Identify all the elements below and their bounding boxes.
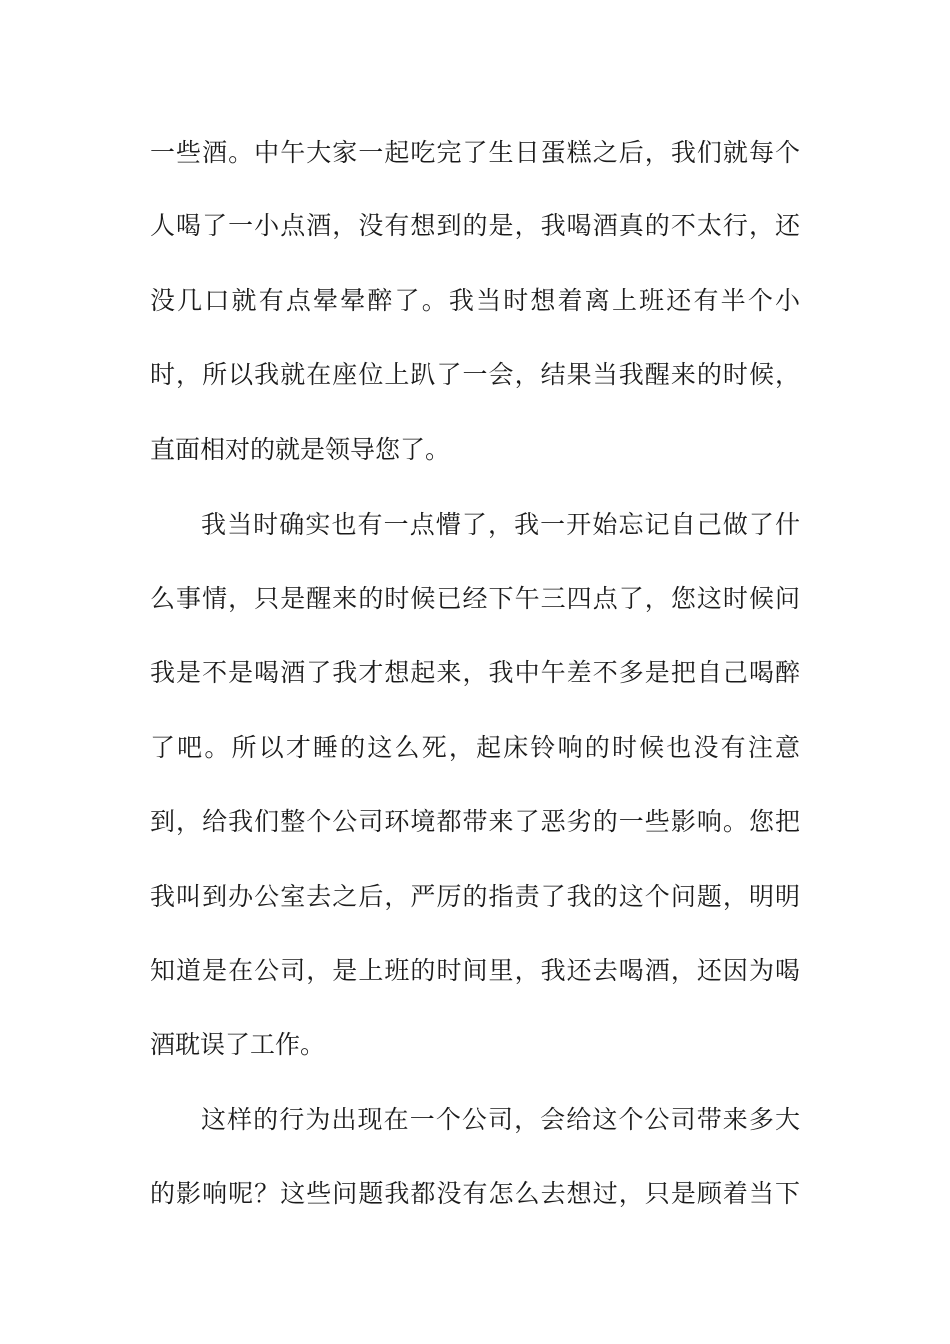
text-line: 知道是在公司，是上班的时间里，我还去喝酒，还因为喝	[150, 956, 800, 985]
text-line: 么事情，只是醒来的时候已经下午三四点了，您这时候问	[150, 584, 800, 613]
text-line: 的影响呢？这些问题我都没有怎么去想过，只是顾着当下	[150, 1179, 800, 1208]
text-line: 酒耽误了工作。	[150, 1030, 326, 1059]
paragraph-first-line: 我当时确实也有一点懵了，我一开始忘记自己做了什	[201, 510, 800, 539]
text-line: 人喝了一小点酒，没有想到的是，我喝酒真的不太行，还	[150, 211, 800, 240]
text-line: 没几口就有点晕晕醉了。我当时想着离上班还有半个小	[150, 286, 800, 315]
text-line: 我是不是喝酒了我才想起来，我中午差不多是把自己喝醉	[150, 658, 800, 687]
text-line: 一些酒。中午大家一起吃完了生日蛋糕之后，我们就每个	[150, 138, 800, 167]
text-line: 到，给我们整个公司环境都带来了恶劣的一些影响。您把	[150, 807, 800, 836]
paragraph-first-line: 这样的行为出现在一个公司，会给这个公司带来多大	[201, 1105, 800, 1134]
text-line: 我叫到办公室去之后，严厉的指责了我的这个问题，明明	[150, 882, 800, 911]
text-line: 时，所以我就在座位上趴了一会，结果当我醒来的时候，	[150, 360, 800, 389]
text-line: 了吧。所以才睡的这么死，起床铃响的时候也没有注意	[150, 733, 800, 762]
text-line: 直面相对的就是领导您了。	[150, 435, 451, 464]
